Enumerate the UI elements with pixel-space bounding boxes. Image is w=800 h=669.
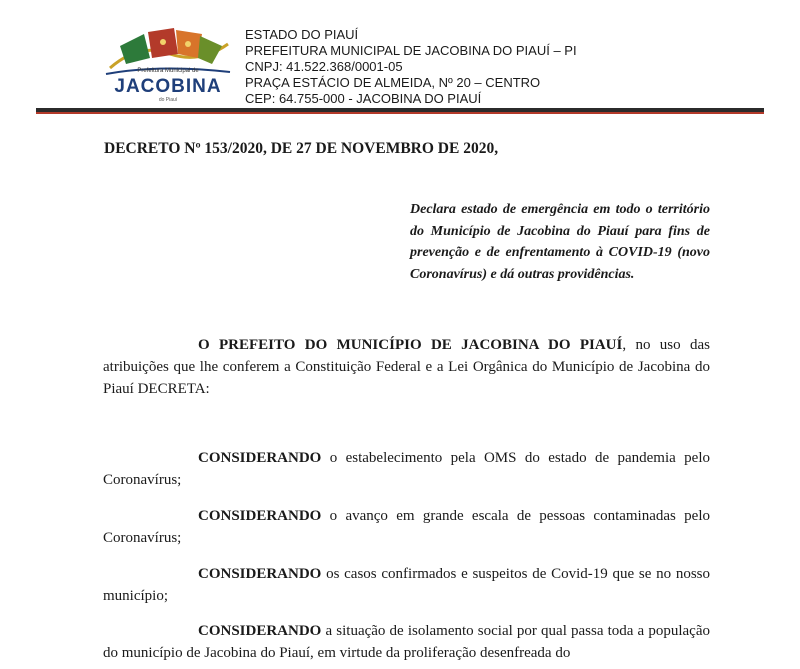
letterhead-prefecture: PREFEITURA MUNICIPAL DE JACOBINA DO PIAUÍ – PI bbox=[245, 43, 577, 58]
considerando-paragraph bbox=[103, 563, 710, 607]
logo-state-text: do Piauí bbox=[158, 97, 178, 103]
logo-city-text: JACOBINA bbox=[114, 76, 222, 97]
letterhead-address bbox=[245, 27, 577, 107]
considerando-text: os casos confirmados e suspeitos de Covid-19 que se no nosso município; bbox=[103, 566, 710, 604]
decree-ementa: Declara estado de emergência em todo o território do Município de Jacobina do Piauí para fins de prevenção e de enfrentamento à COVID-19 (novo Coronavírus) e dá outras providências. bbox=[410, 202, 710, 282]
considerando-keyword: CONSIDERANDO bbox=[198, 623, 322, 639]
considerando-text: o estabelecimento pela OMS do estado de pandemia pelo Coronavírus; bbox=[103, 450, 710, 488]
considerando-keyword: CONSIDERANDO bbox=[198, 450, 322, 466]
letterhead-cep: CEP: 64.755-000 - JACOBINA DO PIAUÍ bbox=[245, 91, 482, 106]
decree-preamble bbox=[103, 334, 710, 400]
considerando-paragraph bbox=[103, 505, 710, 549]
considerando-paragraph bbox=[103, 447, 710, 491]
letterhead-street: PRAÇA ESTÁCIO DE ALMEIDA, Nº 20 – CENTRO bbox=[245, 75, 541, 90]
mayor-heading: O PREFEITO DO MUNICÍPIO DE JACOBINA DO PIAUÍ bbox=[198, 337, 623, 353]
logo-prefix-text: Prefeitura Municipal de bbox=[137, 68, 199, 74]
considerando-paragraph bbox=[103, 620, 710, 664]
considerando-text: o avanço em grande escala de pessoas contaminadas pelo Coronavírus; bbox=[103, 508, 710, 546]
municipal-logo bbox=[100, 24, 236, 104]
considerando-keyword: CONSIDERANDO bbox=[198, 566, 322, 582]
considerando-text: a situação de isolamento social por qual passa toda a população do município de Jacobina do Piauí, em virtude da proliferação desenfreada do bbox=[103, 623, 710, 661]
letterhead-cnpj: CNPJ: 41.522.368/0001-05 bbox=[245, 59, 403, 74]
considerando-keyword: CONSIDERANDO bbox=[198, 508, 322, 524]
letterhead-divider bbox=[36, 108, 764, 114]
decree-title: DECRETO Nº 153/2020, DE 27 DE NOVEMBRO DE 2020, bbox=[104, 140, 499, 157]
preamble-text: , no uso das atribuições que lhe conferem a Constituição Federal e a Lei Orgânica do Município de Jacobina do Piauí DECRETA: bbox=[103, 337, 710, 397]
letterhead-state: ESTADO DO PIAUÍ bbox=[245, 27, 359, 42]
